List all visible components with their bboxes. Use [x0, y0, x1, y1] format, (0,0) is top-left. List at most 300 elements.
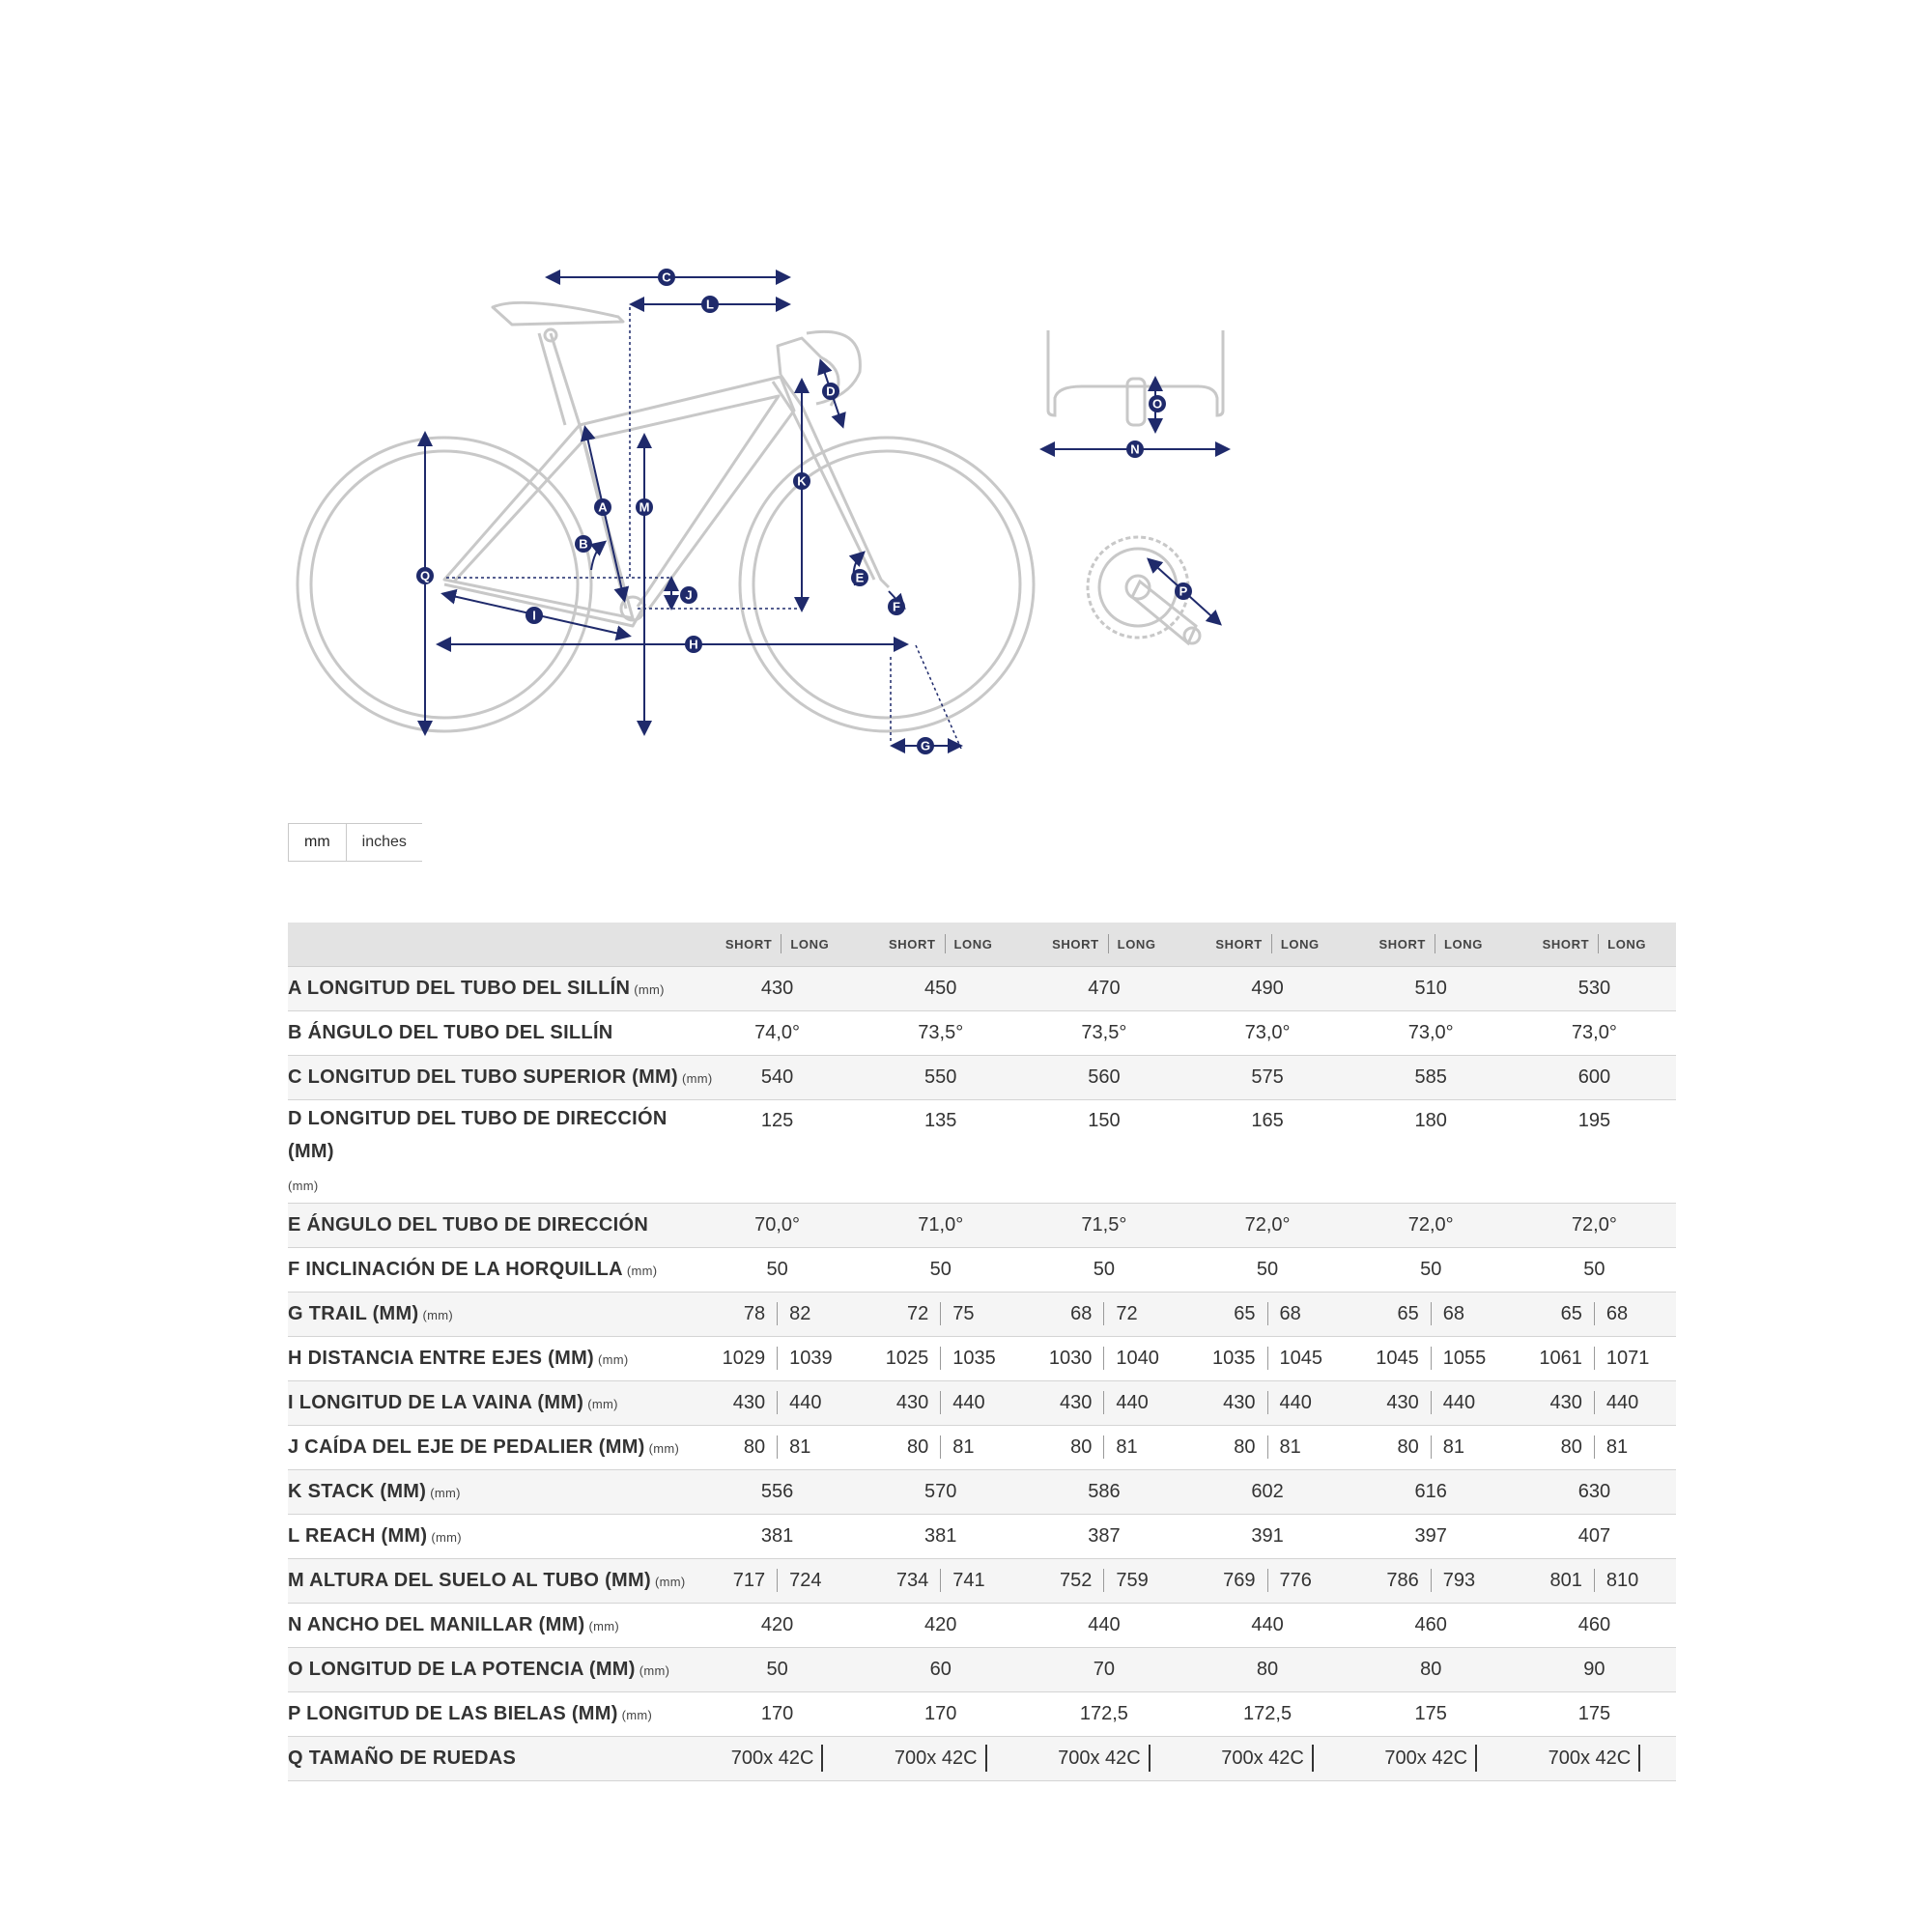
value-cell	[1185, 1691, 1349, 1736]
long-label: LONG	[1280, 936, 1320, 952]
size-header-cell	[696, 923, 859, 966]
divider	[777, 1347, 778, 1370]
value-cell	[1350, 1292, 1513, 1336]
marker-h	[685, 636, 702, 653]
short-value: 65	[1560, 1302, 1582, 1324]
row-label	[288, 1247, 696, 1292]
short-value: 78	[743, 1302, 766, 1324]
short-value: 65	[1397, 1302, 1419, 1324]
geometry-table	[288, 923, 1676, 1781]
value: 585	[1414, 1065, 1447, 1088]
short-long-pair	[744, 1302, 811, 1325]
value: 420	[760, 1613, 794, 1635]
value-cell	[1350, 1099, 1513, 1203]
value: 73,0°	[1407, 1021, 1454, 1043]
row-label	[288, 1691, 696, 1736]
value: 80	[1420, 1658, 1442, 1680]
value-cell	[696, 1647, 859, 1691]
value-cell	[1185, 1247, 1349, 1292]
divider	[1267, 1347, 1268, 1370]
value: 165	[1251, 1109, 1284, 1131]
divider	[1594, 1302, 1595, 1325]
value-cell	[1513, 1055, 1676, 1099]
short-value: 430	[1223, 1391, 1256, 1413]
short-value: 1035	[1212, 1347, 1256, 1369]
row-label	[288, 1514, 696, 1558]
value: 73,0°	[1244, 1021, 1291, 1043]
value-cell	[1185, 1099, 1349, 1203]
short-label: SHORT	[1378, 936, 1426, 952]
value-cell	[696, 1603, 859, 1647]
short-value: 752	[1060, 1569, 1093, 1591]
long-label: LONG	[1607, 936, 1647, 952]
svg-text:Q: Q	[419, 568, 431, 583]
short-value: 430	[1549, 1391, 1582, 1413]
marker-a	[594, 498, 611, 516]
svg-text:C: C	[662, 270, 671, 285]
wheel-size-value: 700x 42C	[1548, 1747, 1632, 1769]
divider	[777, 1435, 778, 1459]
unit-label: (mm)	[430, 1485, 461, 1500]
short-long-pair	[896, 1391, 985, 1414]
svg-text:N: N	[1130, 441, 1140, 457]
long-label: LONG	[1117, 936, 1156, 952]
short-value: 80	[1397, 1435, 1419, 1458]
value: 440	[1251, 1613, 1284, 1635]
value-cell	[1350, 1514, 1513, 1558]
value: 550	[924, 1065, 957, 1088]
divider	[821, 1745, 823, 1772]
value-cell	[859, 1736, 1022, 1780]
long-value: 440	[1279, 1391, 1312, 1413]
row-label-text: F INCLINACIÓN DE LA HORQUILLA	[288, 1258, 623, 1280]
row-label	[288, 1099, 696, 1203]
unit-label: (mm)	[422, 1307, 453, 1322]
value-cell	[696, 1380, 859, 1425]
long-label: LONG	[953, 936, 993, 952]
marker-i	[526, 607, 543, 624]
value: 72,0°	[1407, 1213, 1454, 1236]
short-long-header	[889, 934, 992, 953]
value: 602	[1251, 1480, 1284, 1502]
short-long-header	[1215, 934, 1319, 953]
divider	[940, 1569, 941, 1592]
long-value: 81	[1116, 1435, 1138, 1458]
short-long-pair	[1550, 1391, 1639, 1414]
divider	[945, 934, 946, 953]
value-cell	[859, 1247, 1022, 1292]
svg-text:G: G	[920, 738, 931, 753]
value: 391	[1251, 1524, 1284, 1547]
short-value: 430	[1386, 1391, 1419, 1413]
divider	[1312, 1745, 1314, 1772]
value-cell	[1513, 1469, 1676, 1514]
unit-inches-button[interactable]: inches	[361, 834, 407, 850]
row-label	[288, 1425, 696, 1469]
svg-text:O: O	[1151, 396, 1163, 412]
divider	[1103, 1435, 1104, 1459]
short-long-pair	[1070, 1435, 1138, 1459]
value: 470	[1088, 977, 1121, 999]
marker-n	[1126, 440, 1144, 458]
short-long-pair	[733, 1391, 822, 1414]
bike-geometry-diagram	[0, 0, 1932, 802]
row-label	[288, 1055, 713, 1099]
divider	[1431, 1391, 1432, 1414]
value-cell	[1350, 966, 1513, 1010]
short-long-pair	[1550, 1569, 1639, 1592]
value: 50	[766, 1258, 788, 1280]
table-row	[288, 1514, 1676, 1558]
table-row	[288, 1099, 1676, 1203]
row-label	[288, 1010, 696, 1055]
value: 180	[1414, 1109, 1447, 1131]
value-cell	[1513, 1514, 1676, 1558]
marker-m	[636, 498, 653, 516]
long-value: 1039	[789, 1347, 833, 1369]
header-label-cell	[288, 923, 696, 966]
divider	[985, 1745, 987, 1772]
divider	[1594, 1347, 1595, 1370]
value: 172,5	[1243, 1702, 1293, 1724]
table-row	[288, 1647, 1676, 1691]
row-label-text: I LONGITUD DE LA VAINA (MM)	[288, 1391, 584, 1413]
value: 570	[924, 1480, 957, 1502]
value: 175	[1414, 1702, 1447, 1724]
value-cell	[1022, 1514, 1185, 1558]
svg-text:P: P	[1179, 583, 1188, 599]
value-cell	[859, 1514, 1022, 1558]
value-cell	[1513, 1380, 1676, 1425]
value: 74,0°	[754, 1021, 801, 1043]
svg-text:H: H	[689, 637, 698, 652]
unit-toggle	[288, 823, 422, 862]
row-label-text: M ALTURA DEL SUELO AL TUBO (MM)	[288, 1569, 651, 1591]
value: 630	[1577, 1480, 1611, 1502]
row-label	[288, 1380, 696, 1425]
value: 72,0°	[1571, 1213, 1617, 1236]
value-cell	[1185, 1425, 1349, 1469]
value: 175	[1577, 1702, 1611, 1724]
divider	[1103, 1302, 1104, 1325]
short-value: 72	[906, 1302, 929, 1324]
wheel-size	[895, 1745, 987, 1772]
divider	[1267, 1435, 1268, 1459]
value: 172,5	[1079, 1702, 1128, 1724]
short-long-pair	[723, 1347, 833, 1370]
value: 586	[1088, 1480, 1121, 1502]
row-label	[288, 1292, 696, 1336]
long-value: 1055	[1442, 1347, 1487, 1369]
value-cell	[1350, 1647, 1513, 1691]
marker-q	[416, 567, 434, 584]
value-cell	[859, 1336, 1022, 1380]
table-row	[288, 1380, 1676, 1425]
unit-label: (mm)	[288, 1178, 319, 1193]
short-long-pair	[1234, 1302, 1301, 1325]
value-cell	[1022, 1691, 1185, 1736]
value: 616	[1414, 1480, 1447, 1502]
long-value: 1040	[1116, 1347, 1159, 1369]
short-label: SHORT	[1215, 936, 1263, 952]
row-label	[288, 1736, 696, 1780]
divider	[940, 1302, 941, 1325]
value: 50	[766, 1658, 788, 1680]
divider	[1638, 1745, 1640, 1772]
value-cell	[859, 966, 1022, 1010]
row-label	[288, 1203, 696, 1247]
divider	[777, 1569, 778, 1592]
row-label-text: Q TAMAÑO DE RUEDAS	[288, 1747, 517, 1769]
divider	[1431, 1569, 1432, 1592]
long-value: 68	[1442, 1302, 1464, 1324]
value: 50	[1093, 1258, 1116, 1280]
value-cell	[1350, 1010, 1513, 1055]
divider	[1594, 1435, 1595, 1459]
short-long-pair	[1397, 1435, 1464, 1459]
long-value: 440	[1116, 1391, 1149, 1413]
row-label-text: P LONGITUD DE LAS BIELAS (MM)	[288, 1702, 618, 1724]
value-cell	[1513, 1247, 1676, 1292]
divider	[1431, 1302, 1432, 1325]
divider	[1103, 1569, 1104, 1592]
short-value: 430	[895, 1391, 929, 1413]
wheel-size-value: 700x 42C	[894, 1747, 978, 1769]
unit-label: (mm)	[626, 1263, 658, 1278]
long-value: 81	[1442, 1435, 1464, 1458]
value: 430	[760, 977, 794, 999]
short-value: 769	[1223, 1569, 1256, 1591]
short-value: 80	[1560, 1435, 1582, 1458]
table-row	[288, 1203, 1676, 1247]
value: 135	[924, 1109, 957, 1131]
value-cell	[1350, 1691, 1513, 1736]
marker-g	[917, 737, 934, 754]
marker-d	[822, 383, 839, 400]
value-cell	[1022, 1203, 1185, 1247]
value-cell	[1350, 1469, 1513, 1514]
value: 50	[929, 1258, 952, 1280]
long-value: 793	[1442, 1569, 1476, 1591]
divider	[1149, 1745, 1151, 1772]
unit-mm-button[interactable]: mm	[289, 824, 347, 861]
value-cell	[859, 1558, 1022, 1603]
table-row	[288, 1691, 1676, 1736]
value-cell	[1350, 1558, 1513, 1603]
value-cell	[696, 1010, 859, 1055]
row-label	[288, 1603, 696, 1647]
table-row	[288, 1010, 1676, 1055]
table-row	[288, 1469, 1676, 1514]
short-long-header	[725, 934, 829, 953]
short-long-pair	[1561, 1435, 1629, 1459]
value: 50	[1583, 1258, 1605, 1280]
short-value: 1029	[722, 1347, 766, 1369]
divider	[1267, 1391, 1268, 1414]
value-cell	[1022, 966, 1185, 1010]
short-long-pair	[1223, 1569, 1312, 1592]
short-value: 68	[1070, 1302, 1093, 1324]
marker-l	[701, 296, 719, 313]
value-cell	[859, 1603, 1022, 1647]
short-value: 801	[1549, 1569, 1582, 1591]
value-cell	[1185, 966, 1349, 1010]
value-cell	[1022, 1099, 1185, 1203]
value-cell	[1350, 1425, 1513, 1469]
value: 387	[1088, 1524, 1121, 1547]
value-cell	[696, 966, 859, 1010]
long-value: 810	[1605, 1569, 1639, 1591]
divider	[1431, 1435, 1432, 1459]
value-cell	[1350, 1247, 1513, 1292]
value-cell	[1022, 1425, 1185, 1469]
divider	[940, 1391, 941, 1414]
value: 440	[1088, 1613, 1121, 1635]
value-cell	[1022, 1647, 1185, 1691]
svg-text:A: A	[598, 499, 608, 515]
short-long-pair	[1212, 1347, 1322, 1370]
svg-text:I: I	[532, 608, 536, 623]
short-label: SHORT	[889, 936, 936, 952]
long-value: 741	[952, 1569, 985, 1591]
wheel-size-value: 700x 42C	[1058, 1747, 1141, 1769]
short-long-pair	[744, 1435, 811, 1459]
marker-e	[851, 569, 868, 586]
value-cell	[1185, 1603, 1349, 1647]
short-value: 1025	[885, 1347, 929, 1369]
value: 73,0°	[1571, 1021, 1617, 1043]
svg-text:E: E	[855, 570, 865, 585]
short-long-pair	[1386, 1391, 1475, 1414]
value: 170	[924, 1702, 957, 1724]
unit-label: (mm)	[681, 1070, 713, 1086]
short-long-pair	[907, 1302, 975, 1325]
long-label: LONG	[1443, 936, 1483, 952]
row-label-text: B ÁNGULO DEL TUBO DEL SILLÍN	[288, 1021, 613, 1043]
svg-text:K: K	[797, 473, 807, 489]
table-row	[288, 1055, 1676, 1099]
value: 560	[1088, 1065, 1121, 1088]
value-cell	[859, 1203, 1022, 1247]
value-cell	[696, 1425, 859, 1469]
short-value: 430	[732, 1391, 766, 1413]
size-header-cell	[1185, 923, 1349, 966]
value: 540	[760, 1065, 794, 1088]
value-cell	[1185, 1292, 1349, 1336]
value: 71,0°	[918, 1213, 964, 1236]
value: 575	[1251, 1065, 1284, 1088]
value: 556	[760, 1480, 794, 1502]
value-cell	[1185, 1469, 1349, 1514]
value: 50	[1256, 1258, 1279, 1280]
row-label	[288, 1469, 696, 1514]
value: 600	[1577, 1065, 1611, 1088]
row-label-text: L REACH (MM)	[288, 1524, 428, 1547]
value: 72,0°	[1244, 1213, 1291, 1236]
value-cell	[1185, 1647, 1349, 1691]
value: 397	[1414, 1524, 1447, 1547]
value: 460	[1577, 1613, 1611, 1635]
long-label: LONG	[790, 936, 830, 952]
value: 381	[760, 1524, 794, 1547]
long-value: 81	[789, 1435, 811, 1458]
value-cell	[1350, 1736, 1513, 1780]
long-value: 724	[789, 1569, 822, 1591]
value: 150	[1088, 1109, 1121, 1131]
value-cell	[1513, 1691, 1676, 1736]
short-value: 80	[1234, 1435, 1256, 1458]
marker-f	[888, 598, 905, 615]
size-header-cell	[1350, 923, 1513, 966]
long-value: 440	[952, 1391, 985, 1413]
divider	[777, 1302, 778, 1325]
divider	[1594, 1391, 1595, 1414]
long-value: 776	[1279, 1569, 1312, 1591]
value-cell	[859, 1055, 1022, 1099]
row-label-text: N ANCHO DEL MANILLAR (MM)	[288, 1613, 585, 1635]
value-cell	[859, 1380, 1022, 1425]
value: 80	[1256, 1658, 1279, 1680]
value: 460	[1414, 1613, 1447, 1635]
divider	[1103, 1391, 1104, 1414]
divider	[1598, 934, 1599, 953]
row-label	[288, 1336, 696, 1380]
size-header-cell	[1022, 923, 1185, 966]
value: 70,0°	[754, 1213, 801, 1236]
value-cell	[859, 1010, 1022, 1055]
short-long-pair	[1223, 1391, 1312, 1414]
short-value: 1061	[1539, 1347, 1582, 1369]
svg-text:B: B	[579, 536, 588, 552]
unit-label: (mm)	[588, 1618, 619, 1634]
value: 381	[924, 1524, 957, 1547]
row-label	[288, 966, 696, 1010]
value-cell	[1513, 1603, 1676, 1647]
value: 73,5°	[918, 1021, 964, 1043]
long-value: 75	[952, 1302, 975, 1324]
short-long-pair	[1049, 1347, 1159, 1370]
row-label	[288, 1647, 696, 1691]
long-value: 1071	[1605, 1347, 1650, 1369]
value-cell	[1022, 1380, 1185, 1425]
value: 170	[760, 1702, 794, 1724]
divider	[1103, 1347, 1104, 1370]
value-cell	[1185, 1055, 1349, 1099]
row-label-text: K STACK (MM)	[288, 1480, 427, 1502]
value: 530	[1577, 977, 1611, 999]
value-cell	[696, 1055, 859, 1099]
short-value: 717	[732, 1569, 766, 1591]
value-cell	[1185, 1736, 1349, 1780]
value-cell	[1513, 1425, 1676, 1469]
value-cell	[1513, 1292, 1676, 1336]
long-value: 759	[1116, 1569, 1149, 1591]
short-long-pair	[886, 1347, 996, 1370]
short-long-header	[1378, 934, 1482, 953]
marker-j	[680, 586, 697, 604]
wheel-size	[1221, 1745, 1314, 1772]
divider	[777, 1391, 778, 1414]
value-cell	[1350, 1055, 1513, 1099]
row-label-text: C LONGITUD DEL TUBO SUPERIOR (MM)	[288, 1065, 678, 1088]
value-cell	[696, 1247, 859, 1292]
long-value: 440	[789, 1391, 822, 1413]
value: 420	[924, 1613, 957, 1635]
wheel-size	[1058, 1745, 1151, 1772]
value-cell	[1350, 1603, 1513, 1647]
value-cell	[1022, 1336, 1185, 1380]
value: 510	[1414, 977, 1447, 999]
